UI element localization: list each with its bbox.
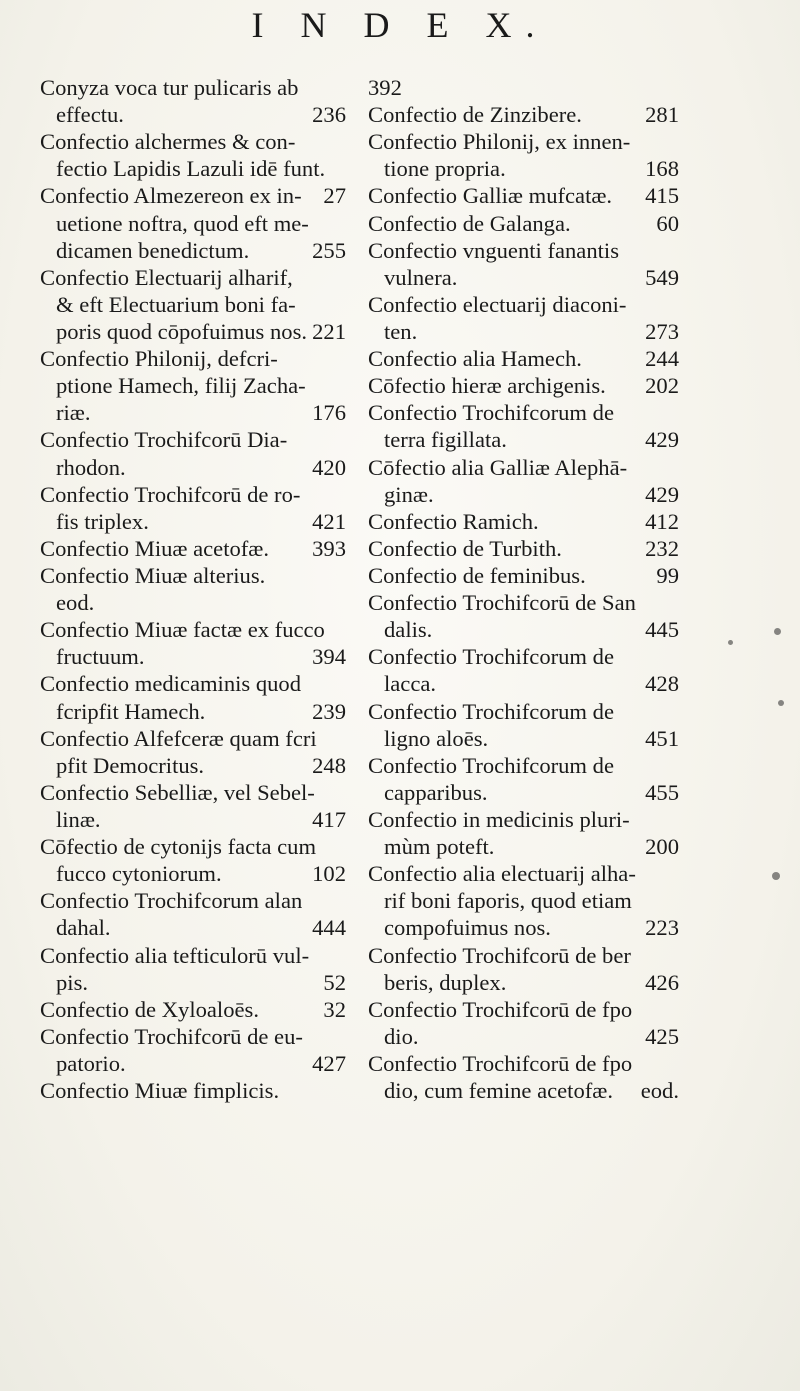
entry-text-line: ten. 273 xyxy=(368,318,683,345)
index-entry xyxy=(40,1023,350,1077)
index-entry xyxy=(368,1050,683,1104)
entry-text-line: dicamen benedictum. 255 xyxy=(40,237,350,264)
entry-text-line: eod. xyxy=(56,590,95,616)
entry-text-line: fructuum. 394 xyxy=(40,643,350,670)
entry-text-line: Confectio de Zinzibere. 281 xyxy=(368,101,683,128)
index-entry xyxy=(368,589,683,643)
index-entry xyxy=(368,101,683,128)
index-entry xyxy=(40,670,350,724)
index-entry xyxy=(40,942,350,996)
index-entry xyxy=(368,291,683,345)
entry-text-line: Confectio medicaminis quod xyxy=(40,671,302,697)
page-number: 549 xyxy=(645,264,679,290)
page-number: 412 xyxy=(645,508,679,534)
index-entry xyxy=(368,996,683,1050)
entry-text-line: Confectio de feminibus. 99 xyxy=(368,562,683,589)
entry-text-line: Confectio alia electuarij alha- xyxy=(368,861,636,887)
entry-text-line: terra figillata. 429 xyxy=(368,426,683,453)
index-entry xyxy=(40,833,350,887)
entry-text-line: Confectio Miuæ alterius. xyxy=(40,562,266,588)
page-number: 52 xyxy=(323,969,346,995)
index-entry xyxy=(368,752,683,806)
index-entry xyxy=(40,535,350,562)
index-entry xyxy=(40,1077,350,1104)
page-number: 60 xyxy=(656,210,679,236)
entry-text-line: Confectio vnguenti fanantis xyxy=(368,237,619,263)
entry-text-line: Cōfectio hieræ archigenis. 202 xyxy=(368,372,683,399)
page-number: 428 xyxy=(645,671,679,697)
page-number: 244 xyxy=(645,346,679,372)
entry-text-line: Confectio Trochifcorū Dia- xyxy=(40,427,288,453)
entry-text-line: Confectio Sebelliæ, vel Sebel- xyxy=(40,779,315,805)
entry-text-line: Confectio Miuæ acetofæ. 393 xyxy=(40,535,350,562)
page-number: 168 xyxy=(645,156,679,182)
entry-text-line: effectu. 236 xyxy=(40,101,350,128)
page-number: 444 xyxy=(312,915,346,941)
entry-text-line: Confectio Miuæ fimplicis. xyxy=(40,1078,280,1104)
page-number: 232 xyxy=(645,535,679,561)
page-number: 239 xyxy=(312,698,346,724)
entry-text-line: rif boni faporis, quod etiam xyxy=(384,888,632,914)
entry-text-line: Confectio Miuæ factæ ex fucco xyxy=(40,617,325,643)
ink-spot xyxy=(774,628,781,635)
page-number: 445 xyxy=(645,617,679,643)
entry-text-line: dio, cum femine acetofæ. eod. xyxy=(368,1077,683,1104)
page-number: 417 xyxy=(312,806,346,832)
page-number: 394 xyxy=(312,644,346,670)
page-number: 248 xyxy=(312,752,346,778)
entry-text-line: compofuimus nos. 223 xyxy=(368,914,683,941)
entry-text-line: ligno aloēs. 451 xyxy=(368,725,683,752)
entry-text-line: uetione noftra, quod eft me- xyxy=(56,210,309,236)
entry-text-line: Confectio Trochifcorū de eu- xyxy=(40,1023,303,1049)
page-number: 455 xyxy=(645,779,679,805)
entry-text-line: Conyza voca tur pulicaris ab xyxy=(40,75,299,100)
page-number: 281 xyxy=(645,102,679,128)
page-number: 426 xyxy=(645,969,679,995)
page-number: 415 xyxy=(645,183,679,209)
index-entry xyxy=(40,996,350,1023)
index-entry xyxy=(40,345,350,426)
entry-text-line: Confectio Alfefceræ quam fcri xyxy=(40,725,317,751)
entry-text-line: beris, duplex. 426 xyxy=(368,969,683,996)
entry-text-line: dalis. 445 xyxy=(368,616,683,643)
entry-text-line: Confectio Trochifcorum alan xyxy=(40,888,303,914)
page-number: 32 xyxy=(323,996,346,1022)
entry-text-line: riæ. 176 xyxy=(40,399,350,426)
index-entry xyxy=(40,779,350,833)
entry-text-line: rhodon. 420 xyxy=(40,454,350,481)
page-number: 421 xyxy=(312,508,346,534)
index-entry xyxy=(40,426,350,480)
index-entry xyxy=(368,454,683,508)
index-entry xyxy=(40,562,350,616)
page-number: 429 xyxy=(645,427,679,453)
entry-text-line: pfit Democritus. 248 xyxy=(40,752,350,779)
entry-text-line: 392 xyxy=(368,75,402,100)
index-entry xyxy=(40,481,350,535)
entry-text-line: Confectio Trochifcorum de xyxy=(368,698,614,724)
index-entry xyxy=(368,806,683,860)
page-number: 221 xyxy=(312,318,346,344)
index-column-left xyxy=(40,74,350,1104)
index-entry xyxy=(368,74,683,101)
index-entry xyxy=(368,698,683,752)
entry-text-line: capparibus. 455 xyxy=(368,779,683,806)
entry-text-line: Confectio de Turbith. 232 xyxy=(368,535,683,562)
entry-text-line: vulnera. 549 xyxy=(368,264,683,291)
index-entry xyxy=(40,616,350,670)
entry-text-line: Confectio de Xyloaloēs. 32 xyxy=(40,996,350,1023)
ink-spot xyxy=(778,700,784,706)
entry-text-line: patorio. 427 xyxy=(40,1050,350,1077)
index-entry xyxy=(368,345,683,372)
page-number: 420 xyxy=(312,454,346,480)
index-entry xyxy=(40,887,350,941)
entry-text-line: mùm poteft. 200 xyxy=(368,833,683,860)
page-number: 425 xyxy=(645,1023,679,1049)
index-entry xyxy=(368,182,683,209)
index-entry xyxy=(368,860,683,941)
entry-text-line: linæ. 417 xyxy=(40,806,350,833)
index-entry xyxy=(368,399,683,453)
page-number: 236 xyxy=(312,102,346,128)
entry-text-line: Confectio Philonij, defcri- xyxy=(40,346,278,372)
page-number: 27 xyxy=(323,183,346,209)
page-number: 451 xyxy=(645,725,679,751)
index-entry xyxy=(368,942,683,996)
entry-text-line: fectio Lapidis Lazuli idē funt. 27 xyxy=(40,155,350,182)
page-number: 102 xyxy=(312,861,346,887)
entry-text-line: Confectio Galliæ mufcatæ. 415 xyxy=(368,182,683,209)
entry-text-line: fis triplex. 421 xyxy=(40,508,350,535)
entry-text-line: Confectio Trochifcorū de fpo xyxy=(368,996,633,1022)
entry-text-line: Confectio in medicinis pluri- xyxy=(368,806,630,832)
entry-text-line: fcripfit Hamech. 239 xyxy=(40,698,350,725)
index-entry xyxy=(40,74,350,128)
page-number: 99 xyxy=(656,562,679,588)
entry-text-line: pis. 52 xyxy=(40,969,350,996)
entry-text-line: Confectio alia tefticulorū vul- xyxy=(40,942,310,968)
entry-text-line: fucco cytoniorum. 102 xyxy=(40,860,350,887)
entry-text-line: Confectio de Galanga. 60 xyxy=(368,210,683,237)
entry-text-line: & eft Electuarium boni fa- xyxy=(56,291,296,317)
page-number: eod. xyxy=(640,1078,679,1104)
index-entry xyxy=(368,210,683,237)
index-entry xyxy=(368,128,683,182)
index-entry xyxy=(368,535,683,562)
index-entry xyxy=(40,264,350,345)
entry-text-line: Confectio Electuarij alharif, xyxy=(40,264,293,290)
index-entry xyxy=(40,725,350,779)
page-number: 223 xyxy=(645,915,679,941)
ink-spot xyxy=(772,872,780,880)
page-number: 429 xyxy=(645,481,679,507)
index-entry xyxy=(368,643,683,697)
entry-text-line: tione propria. 168 xyxy=(368,155,683,182)
entry-text-line: ptione Hamech, filij Zacha- xyxy=(56,373,306,399)
entry-text-line: Confectio Trochifcorū de fpo xyxy=(368,1050,633,1076)
ink-spot xyxy=(728,640,733,645)
entry-text-line: poris quod cōpofuimus nos. 221 xyxy=(40,318,350,345)
entry-text-line: Confectio Trochifcorum de xyxy=(368,400,614,426)
entry-text-line: Confectio Trochifcorū de ber xyxy=(368,942,631,968)
page-number: 427 xyxy=(312,1050,346,1076)
page-number: 273 xyxy=(645,318,679,344)
entry-text-line: Confectio Almezereon ex in- xyxy=(40,183,302,209)
entry-text-line: Confectio Philonij, ex innen- xyxy=(368,129,631,155)
entry-text-line: Confectio Trochifcorum de xyxy=(368,752,614,778)
entry-text-line: Cōfectio de cytonijs facta cum xyxy=(40,834,317,860)
entry-text-line: Confectio Trochifcorū de San xyxy=(368,590,636,616)
index-column-right xyxy=(368,74,683,1104)
entry-text-line: dahal. 444 xyxy=(40,914,350,941)
page-number: 255 xyxy=(312,237,346,263)
entry-text-line: Confectio alchermes & con- xyxy=(40,129,296,155)
entry-text-line: lacca. 428 xyxy=(368,670,683,697)
page-title: I N D E X. xyxy=(251,5,549,45)
entry-text-line: Confectio Ramich. 412 xyxy=(368,508,683,535)
entry-text-line: Cōfectio alia Galliæ Alephā- xyxy=(368,454,628,480)
entry-text-line: dio. 425 xyxy=(368,1023,683,1050)
entry-text-line: ginæ. 429 xyxy=(368,481,683,508)
index-entry xyxy=(368,508,683,535)
index-entry xyxy=(368,237,683,291)
page-number: 202 xyxy=(645,373,679,399)
entry-text-line: Confectio electuarij diaconi- xyxy=(368,291,627,317)
page-number: 200 xyxy=(645,834,679,860)
entry-text-line: Confectio Trochifcorū de ro- xyxy=(40,481,301,507)
index-entry xyxy=(368,562,683,589)
entry-text-line: Confectio alia Hamech. 244 xyxy=(368,345,683,372)
entry-text-line: Confectio Trochifcorum de xyxy=(368,644,614,670)
page-number: 393 xyxy=(312,535,346,561)
page-number: 176 xyxy=(312,400,346,426)
index-entry xyxy=(40,182,350,263)
index-entry xyxy=(368,372,683,399)
